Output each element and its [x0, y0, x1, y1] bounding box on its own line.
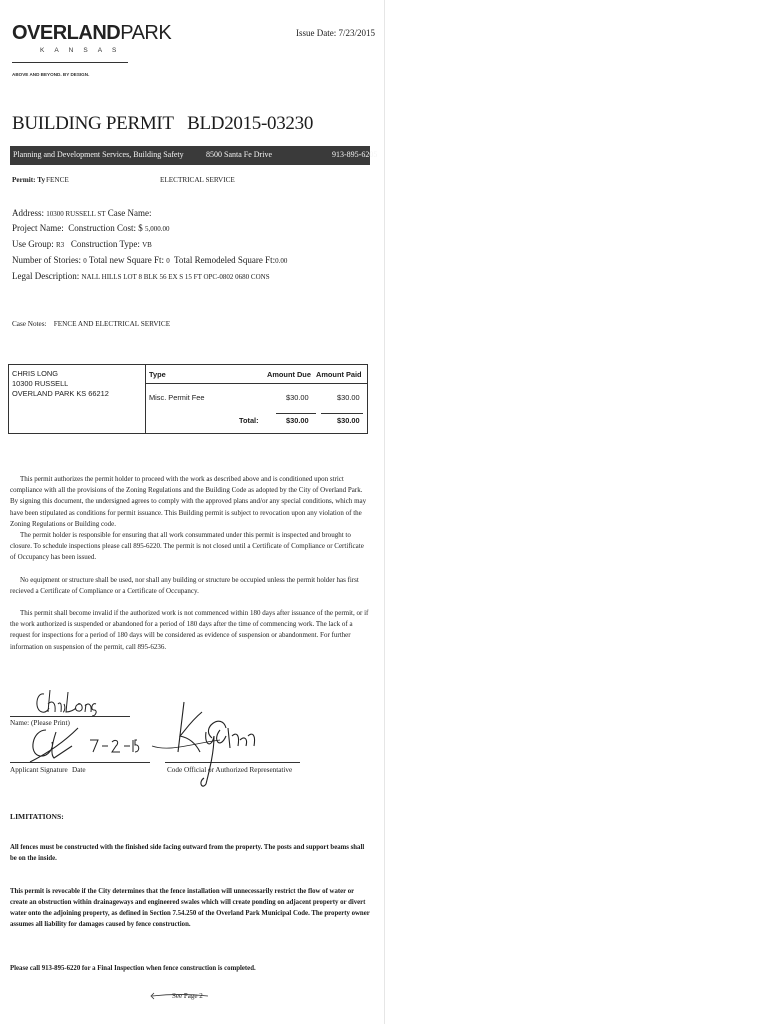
fee-total-line-paid [321, 413, 363, 414]
limitation-1: All fences must be constructed with the finished side facing outward from the property. The posts and support beams shall be on the inside. [10, 844, 365, 862]
owner-name: CHRIS LONG [12, 369, 58, 378]
fee-total-due: $30.00 [286, 416, 309, 425]
city-logo-state: KANSAS [40, 47, 127, 54]
terms-paragraph-1: This permit authorizes the permit holder to proceed with the work as described above and is conditioned upon strict compliance with all the provisions of the Zoning Regulations and the Building Code as adopted by the City of Overland Park. By signing this document, the undersigned agrees to comply with the approved plans and/or any special conditions, which may have been stipulated as conditions for permit issuance. This Building permit is subject to revocation upon any violation of the Zoning Regulations or Building code. [10, 475, 367, 528]
limitations-heading: LIMITATIONS: [10, 812, 64, 821]
date-label: Date [72, 766, 86, 774]
department-address: 8500 Santa Fe Drive [206, 150, 272, 159]
address-row: Address: 10300 RUSSELL ST Case Name: [12, 208, 152, 218]
legal-description-row: Legal Description: NALL HILLS LOT 8 BLK 56 EX S 15 FT OPC-0802 0680 CONS [12, 271, 270, 281]
handwritten-name-signature [30, 686, 100, 718]
owner-street: 10300 RUSSELL [12, 379, 69, 388]
issue-date: Issue Date: 7/23/2015 [296, 28, 375, 38]
department-name: Planning and Development Services, Building Safety [13, 150, 184, 159]
case-notes-row: Case Notes: FENCE AND ELECTRICAL SERVICE [12, 320, 171, 328]
handwritten-official-signature [150, 692, 260, 796]
permit-type-value-2: ELECTRICAL SERVICE [160, 176, 235, 184]
fee-total-line-due [276, 413, 316, 414]
square-feet-row: Number of Stories: 0 Total new Square Ft: 0 Total Remodeled Square Ft:0.00 [12, 255, 288, 265]
handwritten-applicant-signature [26, 724, 82, 764]
fee-item-type: Misc. Permit Fee [149, 393, 205, 402]
logo-divider [12, 62, 128, 63]
owner-city: OVERLAND PARK KS 66212 [12, 389, 109, 398]
fee-table-divider [145, 365, 146, 433]
fee-item-paid: $30.00 [337, 393, 360, 402]
department-phone: 913-895-6205 [332, 150, 378, 159]
fee-table-header-line [146, 383, 367, 384]
page-title [12, 113, 313, 135]
fee-col-due: Amount Due [267, 370, 311, 379]
applicant-signature-label: Applicant Signature [10, 766, 68, 774]
fee-total-paid: $30.00 [337, 416, 360, 425]
permit-page [0, 0, 384, 1024]
see-page-note: See Page 2 [172, 992, 203, 1000]
page-edge [384, 0, 385, 1024]
terms-paragraph-4: This permit shall become invalid if the authorized work is not commenced within 180 days after issuance of the permit, or if the work authorized is suspended or abandoned for a period of 180 days after the time of commencing work. The lack of a request for inspections for a period of 180 days will be considered as evidence of suspension or abandonment. For further information on suspension of the permit, call 895-6236. [10, 609, 369, 651]
limitation-2: This permit is revocable if the City determines that the fence installation will unnecessarily restrict the flow of water or create an obstruction within drainageways and engineered swales which will create ponding on adjacent property or divert water onto the adjoining property, as defined in Section 7.54.250 of the Overland Park Municipal Code. The property owner assumes all liability for damages caused by fence construction. [10, 888, 370, 928]
city-logo: OVERLANDPARK [12, 22, 172, 44]
permit-number: BLD2015-03230 [187, 113, 314, 134]
see-page-arrow-icon [150, 990, 210, 1004]
terms-paragraph-3: No equipment or structure shall be used, nor shall any building or structure be occupied unless the permit holder has first recieved a Certificate of Compliance or a Certificate of Occupancy. [10, 576, 359, 596]
permit-type-label: Permit: Ty [12, 176, 46, 184]
fee-col-paid: Amount Paid [316, 370, 362, 379]
terms-paragraph-2: The permit holder is responsible for ensuring that all work consummated under this permit is inspected and brought to closure. To schedule inspections please call 895-6220. The permit is not closed until a Certificate of Compliance or Certificate of Occupancy has been issued. [10, 531, 364, 562]
fee-table [8, 364, 368, 434]
fee-item-due: $30.00 [286, 393, 309, 402]
fee-col-type: Type [149, 370, 166, 379]
official-label: Code Official or Authorized Representative [167, 766, 293, 774]
city-logo-tagline: ABOVE AND BEYOND. BY DESIGN. [12, 72, 90, 77]
department-bar [10, 146, 378, 165]
limitation-3: Please call 913-895-6220 for a Final Inspection when fence construction is completed. [10, 965, 256, 972]
fee-total-label: Total: [239, 416, 259, 425]
project-row: Project Name: Construction Cost: $ 5,000.00 [12, 223, 170, 233]
handwritten-date [88, 736, 140, 758]
permit-title: BUILDING PERMIT [12, 113, 174, 134]
use-group-row: Use Group: R3 Construction Type: VB [12, 239, 152, 249]
permit-type-value: FENCE [46, 176, 69, 184]
name-label: Name: (Please Print) [10, 719, 70, 727]
